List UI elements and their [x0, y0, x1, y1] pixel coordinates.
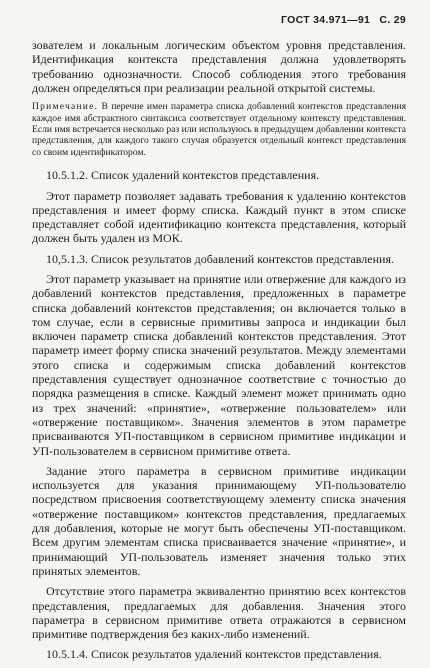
- note-text: В перечне имен параметра списка добавлений контекстов представления каждое имя абстрактного синтаксиса соответствует отдельному контексту представления. Если имя встречается несколько раз или используюсь в предыдущем добавлении контекста представления, для каждого такого случая образуется отдельный контекст представления со своим идентификатором.: [32, 101, 406, 158]
- paragraph-continuation: зователем и локальным логическим объектом уровня представления. Идентификация контекста представления должна удовлетворять требованию однозначности. Способ соблюдения этого требования должен определяться при реализации реальной открытой системы.: [32, 38, 406, 95]
- note-paragraph: [32, 101, 406, 158]
- page-number: С. 29: [379, 14, 406, 26]
- section-heading-10-5-1-2: 10.5.1.2. Список удалений контекстов представления.: [46, 168, 320, 183]
- document-body: [32, 38, 406, 668]
- paragraph-result-list: Этот параметр указывает на принятие или отвержение для каждого из добавлений контекстов представления, предложенных в параметре списка добавлений контекстов представления; он включается только в том случае, если в сервисные примитивы запроса и индикации был включен параметр списка добавлений контекстов представления. Этот параметр имеет форму списка значений результатов. Между элементами этого списка и содержимым списка добавлений контекстов представления существует однозначное соответствие с точностью до порядка размещения в списке. Каждый элемент может принимать одно из трех значений: «принятие», «отвержение пользователем» или «отвержение поставщиком». Значения элементов в этом параметре присваиваются УП-поставщиком в сервисном примитиве индикации и УП-пользователем в сервисном примитиве ответа.: [32, 272, 406, 458]
- section-heading-10-5-1-3: 10,5.1.3. Список результатов добавлений контекстов представления.: [46, 251, 394, 266]
- section-heading-10-5-1-4: 10.5.1.4. Список результатов удалений контекстов представления.: [46, 647, 382, 662]
- note-label: Примечание.: [32, 101, 99, 113]
- standard-number: ГОСТ 34.971—91: [281, 14, 371, 26]
- paragraph-indication-primitive: Задание этого параметра в сервисном примитиве индикации используется для указания принимающему УП-пользователю посредством присвоения соответствующему элементу списка значения «отвержение поставщиком» контекстов представления, предлагаемых для добавления, которые не могут быть обеспечены УП-поставщиком. Всем другим элементам списка присваивается значение «принятие», и принимающий УП-пользователь изменяет значения только этих принятых элементов.: [32, 463, 406, 578]
- paragraph-deletion-list: Этот параметр позволяет задавать требования к удалению контекстов представления и имеет форму списка. Каждый пункт в этом списке представляет собой идентификацию контекста представления, который должен быть удален из МОК.: [32, 188, 406, 246]
- paragraph-absence: Отсутствие этого параметра эквивалентно принятию всех контекстов представления, предлагаемых для добавления. Значения этого параметра в сервисном примитиве ответа отражаются в сервисном примитиве подтверждения без каких-либо изменений.: [32, 584, 406, 642]
- page-header: [275, 14, 406, 26]
